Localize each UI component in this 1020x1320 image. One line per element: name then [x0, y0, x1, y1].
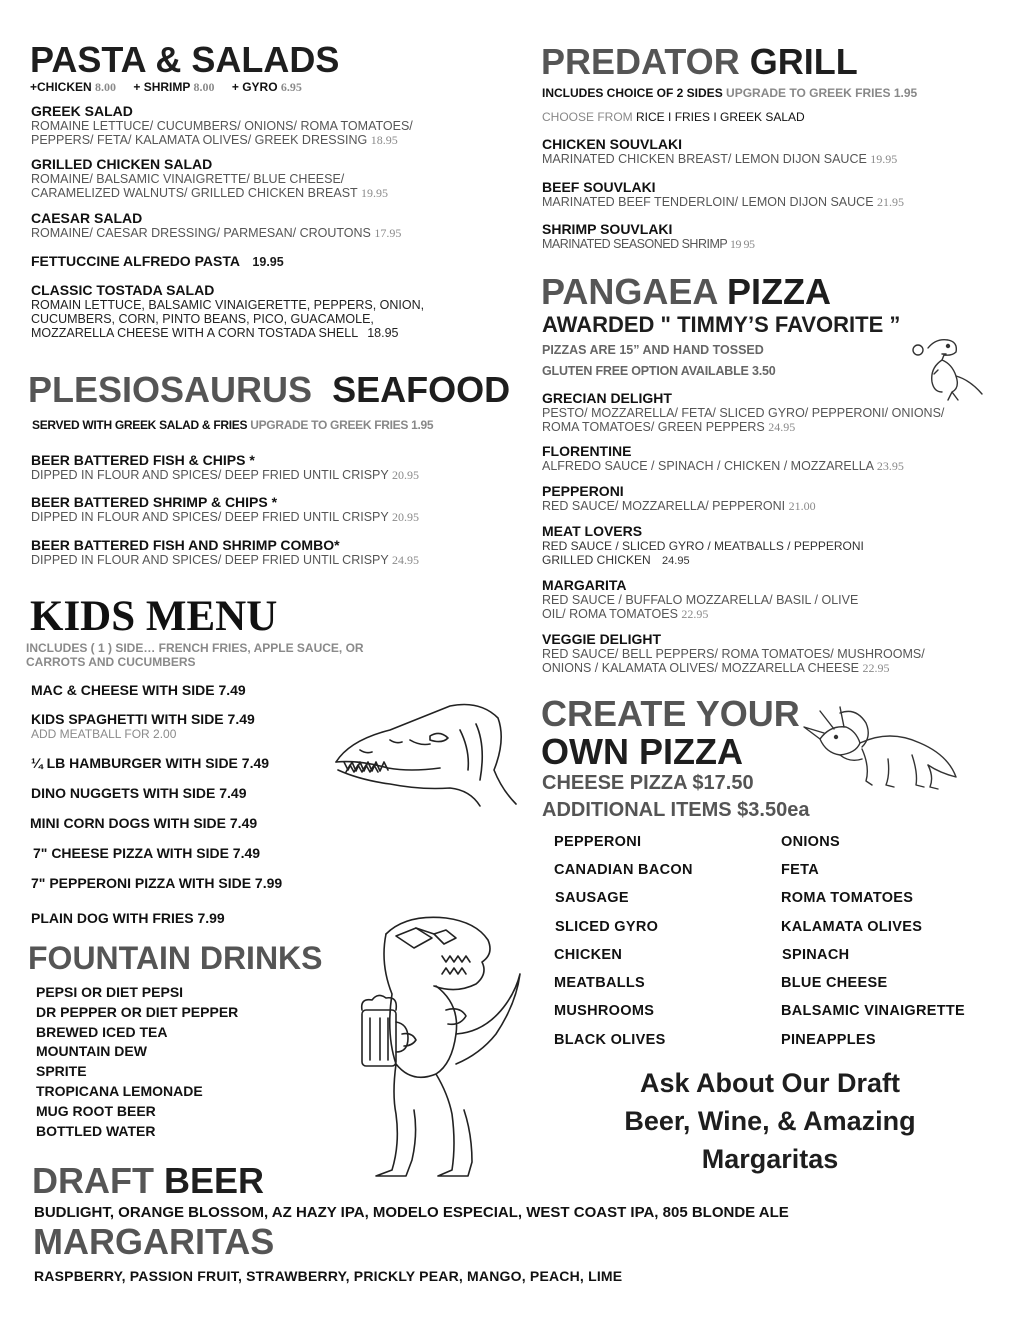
grill-choose-note: [542, 110, 805, 124]
item-price: 19.95: [252, 255, 284, 269]
addon-shrimp-label: + SHRIMP: [133, 80, 191, 94]
ask-line: Ask About Our Draft: [639, 1068, 900, 1098]
menu-item: [542, 523, 864, 568]
seafood-title-gray: PLESIOSAURUS: [28, 369, 313, 410]
menu-item: [542, 136, 897, 166]
cheese-pizza-price: CHEESE PIZZA $17.50: [542, 772, 754, 794]
fountain-drinks-title: FOUNTAIN DRINKS: [28, 940, 323, 976]
item-desc: MARINATED BEEF TENDERLOIN/ LEMON DIJON SAUCE: [542, 195, 874, 209]
pangaea-pizza-title: [541, 272, 831, 312]
item-name: CLASSIC TOSTADA SALAD: [31, 282, 215, 298]
drink-item: MUG ROOT BEER: [36, 1102, 156, 1119]
item-desc: PEPPERS/ FETA/ KALAMATA OLIVES/ GREEK DRESSING: [31, 133, 368, 147]
item-price: 24.95: [768, 420, 796, 434]
seafood-note: [32, 418, 433, 432]
menu-item: [31, 103, 413, 147]
gluten-free-note: GLUTEN FREE OPTION AVAILABLE 3.50: [542, 364, 776, 378]
predator-grill-title: [541, 42, 858, 82]
pizza-size-note: PIZZAS ARE 15” AND HAND TOSSED: [542, 343, 764, 357]
item-price: 18.95: [367, 326, 399, 340]
create-title-line1: CREATE YOUR: [541, 693, 800, 734]
item-desc: MOZZARELLA CHEESE WITH A CORN TOSTADA SHELL: [31, 326, 358, 340]
pizza-title-gray: PANGAEA: [541, 271, 718, 312]
item-desc: RED SAUCE / SLICED GYRO / MEATBALLS / PEPPERONI: [542, 539, 864, 553]
kids-item: ¼ LB HAMBURGER WITH SIDE 7.49: [31, 755, 270, 771]
kids-menu-title: KIDS MENU: [30, 593, 278, 640]
topping-item: ONIONS: [781, 834, 840, 850]
topping-item: SLICED GYRO: [555, 919, 659, 935]
draft-title-gray: DRAFT: [32, 1160, 154, 1201]
topping-item: BALSAMIC VINAIGRETTE: [781, 1003, 966, 1019]
item-desc: PESTO/ MOZZARELLA/ FETA/ SLICED GYRO/ PEPPERONI/ ONIONS/: [542, 406, 945, 420]
ask-line: Beer, Wine, & Amazing: [624, 1106, 916, 1136]
item-price: 18.95: [370, 133, 398, 147]
item-desc: ROMAIN LETTUCE, BALSAMIC VINAIGERETTE, PEPPERS, ONION,: [31, 298, 425, 312]
grill-title-dark: GRILL: [749, 41, 858, 82]
topping-item: CHICKEN: [554, 947, 623, 963]
item-price: 24.95: [662, 555, 690, 567]
item-desc: ROMA TOMATOES/ GREEN PEPPERS: [542, 420, 765, 434]
item-price: 22.95: [681, 607, 709, 621]
menu-item: [542, 443, 904, 473]
drink-item: PEPSI OR DIET PEPSI: [36, 984, 184, 1000]
item-price: 21.00: [788, 499, 816, 513]
baby-dino-illustration: [908, 330, 988, 402]
pizza-award: AWARDED " TIMMY’S FAVORITE ”: [542, 312, 901, 337]
grill-choose-gray: CHOOSE FROM: [542, 110, 633, 124]
item-price: 19 95: [729, 237, 755, 251]
topping-item: CANADIAN BACON: [554, 862, 693, 878]
item-price: 20.95: [391, 468, 419, 482]
menu-item: [542, 483, 816, 513]
drink-item: MOUNTAIN DEW: [36, 1043, 147, 1060]
item-name: MEAT LOVERS: [542, 523, 643, 539]
drink-item: BREWED ICED TEA: [36, 1023, 168, 1040]
item-name: BEER BATTERED SHRIMP & CHIPS *: [31, 494, 278, 510]
item-name: BEER BATTERED FISH AND SHRIMP COMBO*: [31, 537, 340, 553]
draft-beer-title: [32, 1161, 264, 1201]
item-name: GRILLED CHICKEN SALAD: [31, 156, 213, 172]
drinks-list: [36, 983, 238, 1141]
topping-item: PEPPERONI: [554, 834, 642, 850]
item-price: 21.95: [877, 195, 905, 209]
item-desc: DIPPED IN FLOUR AND SPICES/ DEEP FRIED UNTIL CRISPY: [31, 510, 389, 524]
item-name: PEPPERONI: [542, 483, 624, 499]
menu-item: [542, 221, 754, 251]
item-price: 19.95: [870, 152, 898, 166]
margaritas-list: RASPBERRY, PASSION FRUIT, STRAWBERRY, PRICKLY PEAR, MANGO, PEACH, LIME: [34, 1268, 623, 1284]
seafood-note-bold: SERVED WITH GREEK SALAD & FRIES: [32, 418, 248, 432]
kids-note: [26, 641, 364, 669]
topping-item: SPINACH: [782, 947, 850, 963]
item-name: CAESAR SALAD: [31, 210, 143, 226]
draft-beer-list: BUDLIGHT, ORANGE BLOSSOM, AZ HAZY IPA, MODELO ESPECIAL, WEST COAST IPA, 805 BLONDE ALE: [34, 1204, 789, 1221]
kids-note-line: INCLUDES ( 1 ) SIDE… FRENCH FRIES, APPLE SAUCE, OR: [26, 641, 364, 655]
item-desc: MARINATED CHICKEN BREAST/ LEMON DIJON SAUCE: [542, 152, 867, 166]
menu-item: [31, 210, 401, 240]
seafood-title-dark: SEAFOOD: [332, 369, 511, 410]
item-desc: CUCUMBERS, CORN, PINTO BEANS, PICO, GUACAMOLE,: [31, 312, 374, 326]
topping-item: ROMA TOMATOES: [781, 890, 914, 906]
create-title-line2: OWN PIZZA: [541, 731, 743, 772]
drink-item: DR PEPPER OR DIET PEPPER: [36, 1003, 239, 1020]
item-desc: ALFREDO SAUCE / SPINACH / CHICKEN / MOZZARELLA: [542, 459, 874, 473]
pasta-addons: [30, 80, 302, 95]
item-name: CHICKEN SOUVLAKI: [542, 136, 683, 152]
addon-gyro-label: + GYRO: [231, 80, 278, 94]
seafood-title: [28, 370, 510, 410]
menu-item: [31, 494, 419, 524]
addon-chicken-label: +CHICKEN: [30, 80, 92, 94]
menu-item: [542, 390, 944, 434]
item-price: 23.95: [876, 459, 904, 473]
drink-item: SPRITE: [36, 1063, 87, 1080]
kids-item: PLAIN DOG WITH FRIES 7.99: [31, 910, 225, 926]
item-price: 19.95: [360, 186, 388, 200]
menu-item: [542, 179, 904, 209]
kids-note-line: CARROTS AND CUCUMBERS: [26, 655, 196, 669]
item-name: BEER BATTERED FISH & CHIPS *: [31, 452, 255, 468]
item-name: FETTUCCINE ALFREDO PASTA: [31, 253, 240, 269]
ask-line: Margaritas: [701, 1144, 839, 1174]
kids-item: 7" CHEESE PIZZA WITH SIDE 7.49: [33, 845, 261, 861]
kids-item: 7" PEPPERONI PIZZA WITH SIDE 7.99: [31, 875, 283, 891]
grill-note-gray: UPGRADE TO GREEK FRIES 1.95: [726, 86, 918, 100]
item-name: MARGARITA: [542, 577, 627, 593]
item-name: GREEK SALAD: [31, 103, 133, 119]
item-desc: RED SAUCE / BUFFALO MOZZARELLA/ BASIL / OLIVE: [542, 593, 859, 607]
menu-item: [31, 156, 388, 200]
item-desc: GRILLED CHICKEN: [542, 553, 651, 567]
topping-item: BLUE CHEESE: [781, 975, 888, 991]
seafood-note-gray: UPGRADE TO GREEK FRIES 1.95: [250, 418, 434, 432]
draft-title-dark: BEER: [164, 1160, 265, 1201]
item-price: 20.95: [391, 510, 419, 524]
item-desc: ROMAINE/ BALSAMIC VINAIGRETTE/ BLUE CHEESE/: [31, 172, 345, 186]
addon-gyro-price: 6.95: [280, 80, 302, 94]
menu-item: [31, 253, 284, 271]
topping-item: KALAMATA OLIVES: [781, 919, 923, 935]
menu-item: [31, 282, 424, 340]
grill-title-gray: PREDATOR: [541, 41, 740, 82]
trex-head-illustration: [330, 700, 520, 812]
kids-item: KIDS SPAGHETTI WITH SIDE 7.49: [31, 711, 255, 727]
item-desc: RED SAUCE/ MOZZARELLA/ PEPPERONI: [542, 499, 786, 513]
item-name: SHRIMP SOUVLAKI: [542, 221, 673, 237]
item-desc: OIL/ ROMA TOMATOES: [542, 607, 678, 621]
item-price: 22.95: [862, 661, 890, 675]
item-desc: DIPPED IN FLOUR AND SPICES/ DEEP FRIED UNTIL CRISPY: [31, 468, 389, 482]
menu-item: [31, 537, 419, 567]
menu-item: [31, 452, 419, 482]
grill-choose-options: RICE I FRIES I GREEK SALAD: [636, 110, 805, 124]
item-price: 24.95: [391, 553, 419, 567]
topping-item: FETA: [781, 862, 819, 878]
trex-beer-illustration: [356, 914, 526, 1184]
item-price: 17.95: [374, 226, 402, 240]
topping-item: MUSHROOMS: [554, 1003, 655, 1019]
kids-item: DINO NUGGETS WITH SIDE 7.49: [31, 785, 247, 801]
spaghetti-addon: ADD MEATBALL FOR 2.00: [31, 727, 177, 741]
item-desc: DIPPED IN FLOUR AND SPICES/ DEEP FRIED UNTIL CRISPY: [31, 553, 389, 567]
item-desc: ROMAINE LETTUCE/ CUCUMBERS/ ONIONS/ ROMA TOMATOES/: [31, 119, 413, 133]
triceratops-illustration: [800, 703, 960, 799]
addon-chicken-price: 8.00: [95, 80, 117, 94]
kids-item: MINI CORN DOGS WITH SIDE 7.49: [30, 815, 258, 831]
item-desc: CARAMELIZED WALNUTS/ GRILLED CHICKEN BREAST: [31, 186, 358, 200]
additional-items-price: ADDITIONAL ITEMS $3.50ea: [542, 799, 810, 821]
topping-item: BLACK OLIVES: [554, 1032, 666, 1048]
item-name: BEEF SOUVLAKI: [542, 179, 656, 195]
menu-item: [542, 577, 858, 621]
item-desc: RED SAUCE/ BELL PEPPERS/ ROMA TOMATOES/ MUSHROOMS/: [542, 647, 925, 661]
margaritas-title: [33, 1222, 274, 1262]
menu-item: [542, 631, 925, 675]
grill-note-dark: INCLUDES CHOICE OF 2 SIDES: [542, 86, 723, 100]
addon-shrimp-price: 8.00: [193, 80, 215, 94]
topping-item: SAUSAGE: [555, 890, 629, 906]
kids-item: MAC & CHEESE WITH SIDE 7.49: [31, 682, 246, 698]
drink-item: BOTTLED WATER: [36, 1122, 156, 1139]
pasta-salads-title: PASTA & SALADS: [30, 39, 340, 80]
item-desc: ROMAINE/ CAESAR DRESSING/ PARMESAN/ CROUTONS: [31, 226, 371, 240]
margaritas-title-text: MARGARITAS: [33, 1221, 275, 1262]
topping-item: PINEAPPLES: [781, 1032, 876, 1048]
drink-item: TROPICANA LEMONADE: [36, 1082, 203, 1099]
item-name: VEGGIE DELIGHT: [542, 631, 662, 647]
ask-about-note: [570, 1064, 970, 1178]
item-name: FLORENTINE: [542, 443, 632, 459]
item-desc: ONIONS / KALAMATA OLIVES/ MOZZARELLA CHEESE: [542, 661, 859, 675]
grill-sides-note: [542, 86, 917, 100]
topping-item: MEATBALLS: [554, 975, 646, 991]
pizza-title-dark: PIZZA: [727, 271, 832, 312]
item-desc: MARINATED SEASONED SHRIMP: [542, 237, 727, 251]
item-name: GRECIAN DELIGHT: [542, 390, 672, 406]
